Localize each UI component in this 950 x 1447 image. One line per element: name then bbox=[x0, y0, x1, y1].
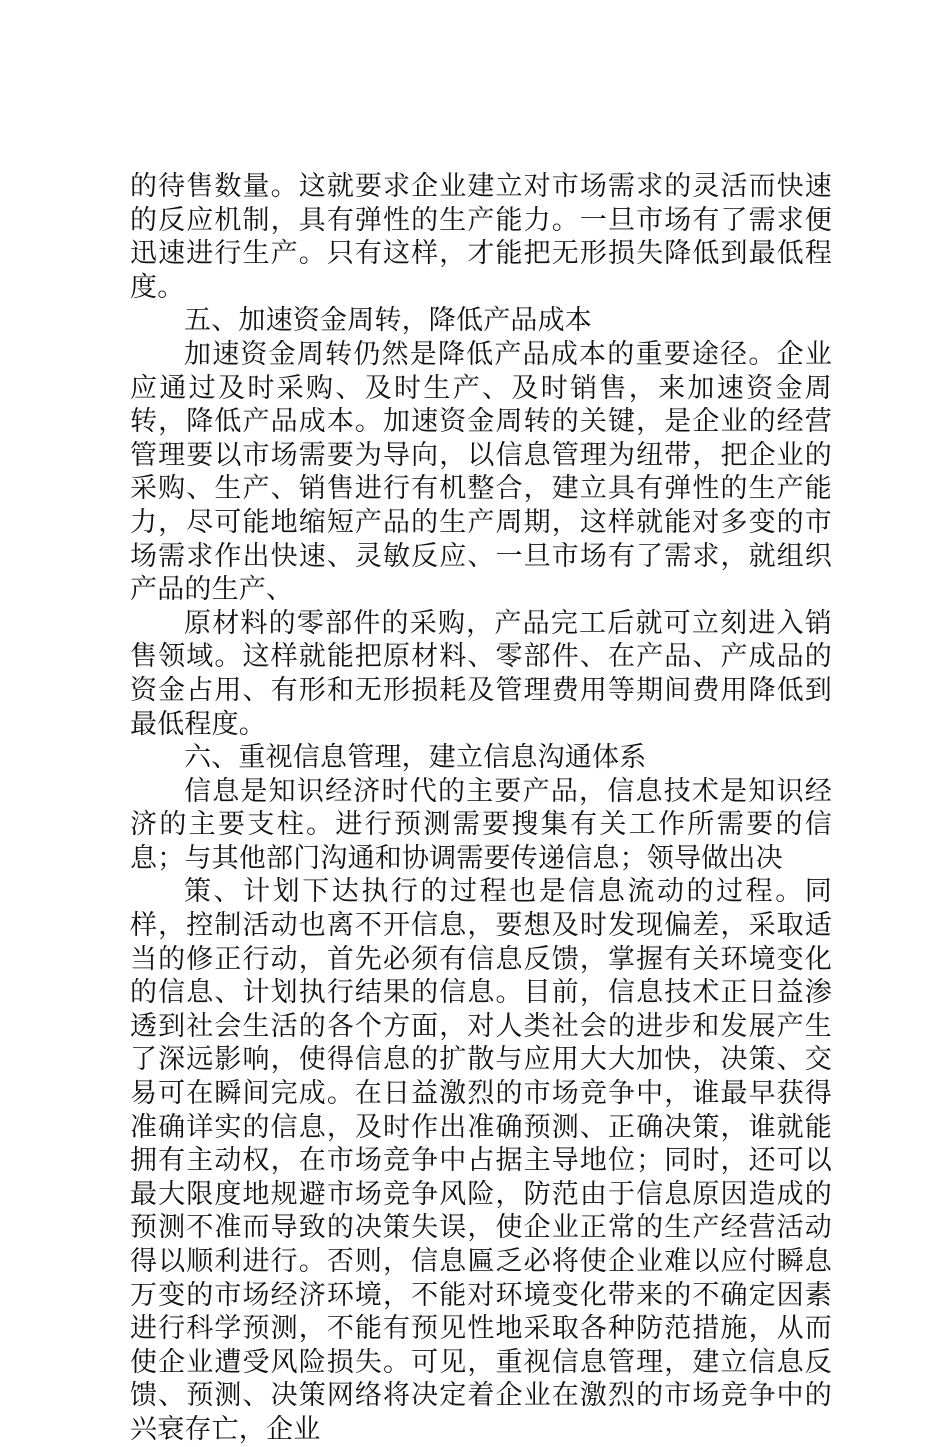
section-heading-five: 五、加速资金周转，降低产品成本 bbox=[184, 305, 592, 337]
document-body bbox=[130, 170, 832, 1447]
paragraph-decision-process: 策、计划下达执行的过程也是信息流动的过程。同样，控制活动也离不开信息，要想及时发现偏差，采取适当的修正行动，首先必须有信息反馈，掌握有关环境变化的信息、计划执行结果的信息。目前，信息技术正日益渗透到社会生活的各个方面，对人类社会的进步和发展产生了深远影响，使得信息的扩散与应用大大加快，决策、交易可在瞬间完成。在日益激烈的市场竞争中，谁最早获得准确详实的信息，及时作出准确预测、正确决策，谁就能拥有主动权，在市场竞争中占据主导地位；同时，还可以最大限度地规避市场竞争风险，防范由于信息原因造成的预测不准而导致的决策失误，使企业正常的生产经营活动得以顺利进行。否则，信息匾乏必将使企业难以应付瞬息万变的市场经济环境，不能对环境变化带来的不确定因素进行科学预测，不能有预见性地采取各种防范措施，从而使企业遭受风险损失。可见，重视信息管理，建立信息反馈、预测、决策网络将决定着企业在激烈的市场竞争中的兴衰存亡，企业 bbox=[130, 876, 832, 1445]
paragraph-continuation: 的待售数量。这就要求企业建立对市场需求的灵活而快速的反应机制，具有弹性的生产能力。一旦市场有了需求便迅速进行生产。只有这样，才能把无形损失降低到最低程度。 bbox=[130, 171, 832, 303]
paragraph-raw-materials: 原材料的零部件的采购，产品完工后就可立刻进入销售领域。这样就能把原材料、零部件、在产品、产成品的资金占用、有形和无形损耗及管理费用等期间费用降低到最低程度。 bbox=[130, 607, 832, 740]
paragraph-information-economy: 信息是知识经济时代的主要产品，信息技术是知识经济的主要支柱。进行预测需要搜集有关工作所需要的信息；与其他部门沟通和协调需要传递信息；领导做出决 bbox=[130, 775, 832, 874]
paragraph-capital-turnover: 加速资金周转仍然是降低产品成本的重要途径。企业应通过及时采购、及时生产、及时销售，来加速资金周转，降低产品成本。加速资金周转的关键，是企业的经营管理要以市场需要为导向，以信息管理为纽带，把企业的采购、生产、销售进行有机整合，建立具有弹性的生产能力，尽可能地缩短产品的生产周期，这样就能对多变的市场需求作出快速、灵敏反应、一旦市场有了需求，就组织产品的生产、 bbox=[130, 338, 832, 606]
section-heading-six: 六、重视信息管理，建立信息沟通体系 bbox=[184, 742, 647, 774]
